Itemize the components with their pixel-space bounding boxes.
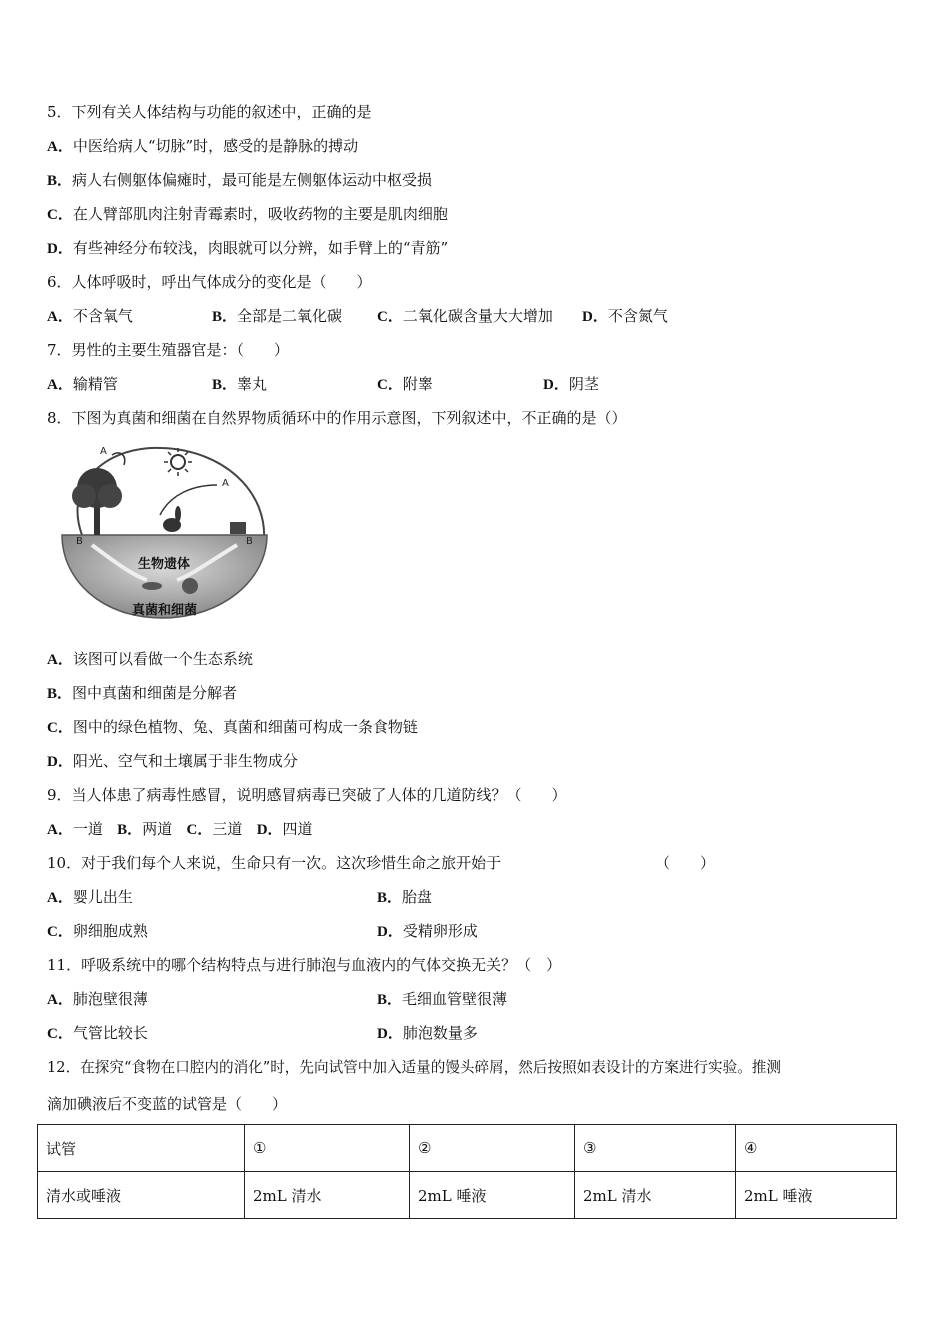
table-cell: 清水或唾液 xyxy=(38,1172,245,1219)
cycle-diagram xyxy=(52,440,272,630)
option-text: 四道 xyxy=(282,820,313,838)
table-cell: ① xyxy=(245,1125,410,1172)
option-label: B． xyxy=(47,686,73,702)
option-text: 图中的绿色植物、兔、真菌和细菌可构成一条食物链 xyxy=(72,718,418,736)
option-label: A． xyxy=(47,139,73,155)
q11-option-b xyxy=(377,989,507,1010)
option-text: 两道 xyxy=(142,820,173,838)
option-label: A． xyxy=(47,890,73,906)
option-text: 一道 xyxy=(72,820,103,838)
q10-option-a xyxy=(47,887,133,908)
q12-stem-line1: 12．在探究“食物在口腔内的消化”时，先向试管中加入适量的馒头碎屑，然后按照如表设计的方案进行实验。推测 xyxy=(47,1059,781,1076)
q7-option-b xyxy=(212,374,267,395)
tree-crown xyxy=(98,484,122,508)
option-text: 胎盘 xyxy=(402,888,433,906)
option-label: A． xyxy=(47,309,73,325)
option-text: 毛细血管壁很薄 xyxy=(402,990,508,1008)
option-text: 不含氮气 xyxy=(607,307,668,325)
q11-option-c xyxy=(47,1023,148,1044)
table-cell: 2mL 唾液 xyxy=(410,1172,575,1219)
table-row xyxy=(38,1172,897,1219)
q9-options xyxy=(47,819,313,840)
label-b-left: B xyxy=(76,536,83,547)
q7-stem: 7．男性的主要生殖器官是：（ ） xyxy=(47,341,290,359)
q12-stem-line2: 滴加碘液后不变蓝的试管是（ ） xyxy=(47,1095,288,1113)
option-text: 不含氧气 xyxy=(72,307,133,325)
option-text: 有些神经分布较浅，肉眼就可以分辨，如手臂上的“青筋” xyxy=(72,239,449,257)
table-row xyxy=(38,1125,897,1172)
table-cell: 试管 xyxy=(38,1125,245,1172)
option-text: 婴儿出生 xyxy=(72,888,133,906)
option-text: 病人右侧躯体偏瘫时，最可能是左侧躯体运动中枢受损 xyxy=(72,171,433,189)
option-label: C． xyxy=(186,822,213,838)
bush xyxy=(230,522,246,534)
option-label: B． xyxy=(47,173,73,189)
sun-rays xyxy=(164,448,192,476)
option-text: 附睾 xyxy=(402,375,433,393)
table-cell: 2mL 清水 xyxy=(245,1172,410,1219)
q7-option-c xyxy=(377,374,433,395)
option-label: D． xyxy=(377,1026,403,1042)
option-label: A． xyxy=(47,822,73,838)
option-text: 二氧化碳含量大大增加 xyxy=(402,307,553,325)
option-label: A． xyxy=(47,377,73,393)
q6-option-c xyxy=(377,306,553,327)
label-b-right: B xyxy=(246,536,253,547)
table-cell: ② xyxy=(410,1125,575,1172)
q11-option-a xyxy=(47,989,148,1010)
q10-option-b xyxy=(377,887,432,908)
experiment-table xyxy=(37,1124,897,1219)
option-label: C． xyxy=(47,924,73,940)
sun-icon xyxy=(171,455,185,469)
table-cell: ③ xyxy=(575,1125,736,1172)
option-label: D． xyxy=(47,241,73,257)
q7-option-a xyxy=(47,374,118,395)
q5-option-d xyxy=(47,238,448,259)
q6-stem: 6．人体呼吸时，呼出气体成分的变化是（ ） xyxy=(47,273,372,291)
q10-option-d xyxy=(377,921,478,942)
option-text: 卵细胞成熟 xyxy=(72,922,148,940)
q7-option-d xyxy=(543,374,599,395)
q8-option-d xyxy=(47,751,298,772)
q10-option-c xyxy=(47,921,148,942)
option-text: 肺泡壁很薄 xyxy=(72,990,148,1008)
q6-option-b xyxy=(212,306,342,327)
q5-stem: 5．下列有关人体结构与功能的叙述中，正确的是 xyxy=(47,103,372,121)
q6-option-d xyxy=(582,306,668,327)
option-label: D． xyxy=(47,754,73,770)
q9-stem: 9．当人体患了病毒性感冒，说明感冒病毒已突破了人体的几道防线？（ ） xyxy=(47,786,567,804)
option-label: C． xyxy=(47,720,73,736)
option-text: 阴茎 xyxy=(568,375,599,393)
option-label: A． xyxy=(47,992,73,1008)
option-label: B． xyxy=(377,992,403,1008)
option-text: 肺泡数量多 xyxy=(402,1024,478,1042)
option-text: 全部是二氧化碳 xyxy=(237,307,343,325)
option-text: 阳光、空气和土壤属于非生物成分 xyxy=(72,752,298,770)
option-label: C． xyxy=(47,207,73,223)
q5-option-c xyxy=(47,204,448,225)
table-cell: ④ xyxy=(736,1125,897,1172)
label-a-left: A xyxy=(100,446,107,457)
option-label: B． xyxy=(212,377,238,393)
q8-stem: 8．下图为真菌和细菌在自然界物质循环中的作用示意图，下列叙述中，不正确的是（） xyxy=(47,409,627,427)
option-text: 睾丸 xyxy=(237,375,268,393)
q11-stem: 11．呼吸系统中的哪个结构特点与进行肺泡与血液内的气体交换无关？（ ） xyxy=(47,956,562,974)
q8-option-a xyxy=(47,649,253,670)
remains-icon xyxy=(142,582,162,590)
table-cell: 2mL 清水 xyxy=(575,1172,736,1219)
arrow-a-right xyxy=(160,485,217,515)
option-text: 输精管 xyxy=(72,375,118,393)
option-label: B． xyxy=(377,890,403,906)
option-label: D． xyxy=(377,924,403,940)
label-remains: 生物遗体 xyxy=(138,557,191,572)
option-label: A． xyxy=(47,652,73,668)
label-a-right: A xyxy=(222,478,229,489)
option-label: C． xyxy=(377,309,403,325)
option-label: C． xyxy=(377,377,403,393)
q5-option-b xyxy=(47,170,432,191)
q10-bracket: （ ） xyxy=(655,854,716,872)
q6-option-a xyxy=(47,306,133,327)
option-label: C． xyxy=(47,1026,73,1042)
option-label: B． xyxy=(212,309,238,325)
option-text: 在人臂部肌肉注射青霉素时，吸收药物的主要是肌肉细胞 xyxy=(72,205,448,223)
q10-stem: 10．对于我们每个人来说，生命只有一次。这次珍惜生命之旅开始于 xyxy=(47,854,502,872)
tree-crown xyxy=(72,484,96,508)
option-text: 该图可以看做一个生态系统 xyxy=(72,650,253,668)
option-label: D． xyxy=(256,822,283,838)
q8-option-b xyxy=(47,683,237,704)
q8-option-c xyxy=(47,717,418,738)
option-text: 中医给病人“切脉”时，感受的是静脉的搏动 xyxy=(72,137,359,155)
microbe-icon xyxy=(182,578,198,594)
q5-option-a xyxy=(47,136,358,157)
label-microbes: 真菌和细菌 xyxy=(132,603,198,618)
option-text: 三道 xyxy=(212,820,243,838)
table-cell: 2mL 唾液 xyxy=(736,1172,897,1219)
option-label: D． xyxy=(543,377,569,393)
option-text: 气管比较长 xyxy=(72,1024,148,1042)
option-label: D． xyxy=(582,309,608,325)
rabbit-ear xyxy=(175,506,181,522)
option-text: 受精卵形成 xyxy=(402,922,478,940)
q11-option-d xyxy=(377,1023,478,1044)
option-text: 图中真菌和细菌是分解者 xyxy=(72,684,238,702)
option-label: B． xyxy=(117,822,143,838)
